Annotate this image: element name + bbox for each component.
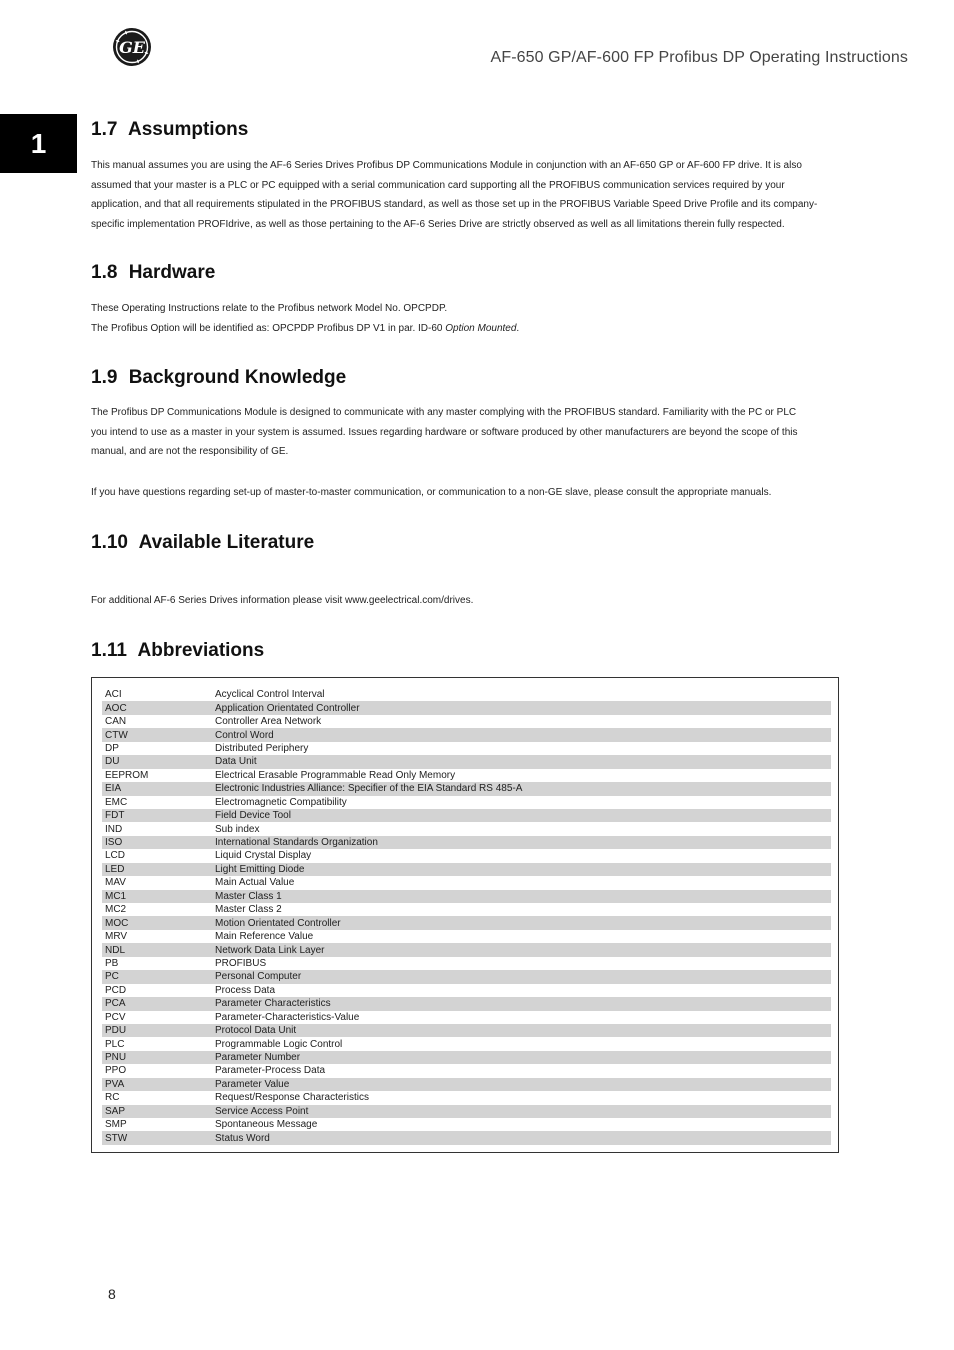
abbreviation-code: EMC: [105, 796, 128, 808]
abbreviation-code: PNU: [105, 1052, 127, 1064]
abbreviation-description: Parameter Value: [215, 1078, 290, 1090]
abbreviation-code: PVA: [105, 1078, 125, 1090]
abbreviation-description: Application Orientated Controller: [215, 702, 360, 714]
table-row: [102, 1024, 831, 1037]
text-run: The Profibus Option will be identified as: OPCPDP Profibus DP V1 in par. ID-60: [91, 322, 446, 334]
abbreviations-list: [102, 688, 831, 1145]
abbreviation-code: MC2: [105, 904, 127, 916]
paragraph-line: assumed that your master is a PLC or PC equipped with a serial communication card supporting all the PROFIBUS communication services required by your: [91, 179, 785, 191]
table-row: [102, 1131, 831, 1144]
abbreviation-code: PCV: [105, 1011, 126, 1023]
table-row: [102, 796, 831, 809]
abbreviation-code: PCD: [105, 984, 127, 996]
heading-hardware: [91, 262, 215, 284]
table-row: [102, 1091, 831, 1104]
paragraph-line: you intend to use as a master in your system is assumed. Issues regarding hardware or software produced by other manufacturers are beyond the scope of this: [91, 426, 798, 438]
abbreviation-description: Protocol Data Unit: [215, 1025, 297, 1037]
paragraph-line: [91, 319, 841, 339]
abbreviation-description: Acyclical Control Interval: [215, 689, 325, 701]
table-row: [102, 849, 831, 862]
section-title: Hardware: [128, 262, 216, 283]
abbreviation-description: Spontaneous Message: [215, 1119, 318, 1131]
table-row: [102, 1037, 831, 1050]
table-row: [102, 701, 831, 714]
table-row: [102, 876, 831, 889]
table-row: [102, 1118, 831, 1131]
abbreviation-code: IND: [105, 823, 123, 835]
table-row: [102, 836, 831, 849]
abbreviation-code: PB: [105, 957, 119, 969]
heading-assumptions: [91, 119, 248, 141]
abbreviation-description: Data Unit: [215, 756, 257, 768]
table-row: [102, 916, 831, 929]
abbreviation-description: Service Access Point: [215, 1105, 309, 1117]
section-number: 1.7: [91, 119, 118, 140]
table-row: [102, 715, 831, 728]
abbreviation-description: Parameter-Characteristics-Value: [215, 1011, 360, 1023]
abbreviation-description: Personal Computer: [215, 971, 302, 983]
table-row: [102, 1105, 831, 1118]
paragraph-line: application, and that all requirements stipulated in the PROFIBUS standard, as well as those set up in the PROFIBUS Variable Speed Drive Profile and its company-: [91, 199, 818, 210]
abbreviation-description: Field Device Tool: [215, 810, 291, 822]
abbreviation-code: STW: [105, 1132, 128, 1144]
table-row: [102, 957, 831, 970]
table-row: [102, 1078, 831, 1091]
literature-paragraph: [91, 591, 841, 611]
table-row: [102, 970, 831, 983]
abbreviation-code: RC: [105, 1092, 120, 1104]
assumptions-paragraph: [91, 156, 841, 234]
abbreviation-description: Process Data: [215, 984, 276, 996]
table-row: [102, 782, 831, 795]
abbreviation-description: Electromagnetic Compatibility: [215, 796, 347, 808]
heading-available-literature: [91, 532, 314, 554]
abbreviation-code: CAN: [105, 716, 127, 728]
abbreviation-description: Liquid Crystal Display: [215, 850, 312, 862]
abbreviation-description: Main Reference Value: [215, 931, 314, 943]
background-paragraph-2: [91, 483, 841, 503]
abbreviation-code: DP: [105, 742, 119, 754]
abbreviation-code: MAV: [105, 877, 126, 889]
abbreviation-code: MOC: [105, 917, 129, 929]
document-title: AF-650 GP/AF-600 FP Profibus DP Operating Instructions: [490, 49, 908, 66]
heading-abbreviations: [91, 640, 264, 662]
table-row: [102, 1051, 831, 1064]
abbreviation-description: Network Data Link Layer: [215, 944, 325, 956]
abbreviation-description: Programmable Logic Control: [215, 1038, 343, 1050]
abbreviations-table: [91, 677, 839, 1153]
abbreviation-code: PPO: [105, 1065, 127, 1077]
abbreviation-description: PROFIBUS: [215, 957, 267, 969]
abbreviation-code: DU: [105, 756, 120, 768]
abbreviation-code: FDT: [105, 810, 125, 822]
abbreviation-description: Master Class 1: [215, 890, 282, 902]
table-row: [102, 688, 831, 701]
abbreviation-description: Parameter-Process Data: [215, 1065, 326, 1077]
abbreviation-code: NDL: [105, 944, 126, 956]
abbreviation-code: ISO: [105, 837, 123, 849]
ge-logo: [112, 27, 152, 67]
section-title: Assumptions: [128, 119, 249, 140]
abbreviation-code: PC: [105, 971, 119, 983]
table-row: [102, 863, 831, 876]
abbreviation-description: Main Actual Value: [215, 877, 295, 889]
section-number: 1.8: [91, 262, 118, 283]
paragraph-line: manual, and are not the responsibility of GE.: [91, 446, 289, 457]
abbreviation-description: Sub index: [215, 823, 260, 835]
abbreviation-code: MC1: [105, 890, 127, 902]
abbreviation-description: Electrical Erasable Programmable Read Only Memory: [215, 769, 456, 781]
paragraph-line: This manual assumes you are using the AF-6 Series Drives Profibus DP Communications Module in conjunction with an AF-650 GP or AF-600 FP drive. It is also: [91, 160, 802, 171]
abbreviation-description: International Standards Organization: [215, 837, 378, 849]
table-row: [102, 809, 831, 822]
section-title: Background Knowledge: [128, 367, 347, 388]
table-row: [102, 728, 831, 741]
abbreviation-description: Electronic Industries Alliance: Specifier of the EIA Standard RS 485-A: [215, 783, 523, 795]
chapter-tab: 1: [0, 114, 77, 173]
abbreviation-code: ACI: [105, 689, 122, 701]
abbreviation-description: Parameter Number: [215, 1052, 301, 1064]
abbreviation-code: AOC: [105, 702, 127, 714]
paragraph-line: The Profibus DP Communications Module is designed to communicate with any master complying with the PROFIBUS standard. Familiarity with the PC or PLC: [91, 407, 797, 418]
abbreviation-description: Master Class 2: [215, 904, 282, 916]
table-row: [102, 984, 831, 997]
text-run: .: [516, 322, 520, 334]
section-number: 1.10: [91, 532, 128, 553]
abbreviation-description: Request/Response Characteristics: [215, 1092, 369, 1104]
abbreviation-code: PDU: [105, 1025, 127, 1037]
abbreviation-code: LCD: [105, 850, 126, 862]
table-row: [102, 943, 831, 956]
abbreviation-code: SMP: [105, 1119, 127, 1131]
abbreviation-code: SAP: [105, 1105, 126, 1117]
table-row: [102, 997, 831, 1010]
paragraph-line: These Operating Instructions relate to the Profibus network Model No. OPCPDP.: [91, 303, 448, 314]
table-row: [102, 769, 831, 782]
table-row: [102, 1064, 831, 1077]
abbreviation-description: Motion Orientated Controller: [215, 917, 341, 929]
abbreviation-code: EEPROM: [105, 769, 149, 781]
table-row: [102, 742, 831, 755]
background-paragraph: [91, 403, 841, 462]
abbreviation-description: Distributed Periphery: [215, 742, 309, 754]
abbreviation-code: CTW: [105, 729, 128, 741]
paragraph-line: specific implementation PROFIdrive, as well as those pertaining to the AF-6 Series Drive are strictly observed as well as all limitations therein fully respected.: [91, 218, 785, 230]
heading-background-knowledge: [91, 367, 346, 389]
page-number: 8: [108, 1286, 116, 1302]
table-row: [102, 755, 831, 768]
section-number: 1.11: [91, 640, 127, 661]
abbreviation-description: Control Word: [215, 729, 274, 741]
abbreviation-code: LED: [105, 863, 125, 875]
abbreviation-code: MRV: [105, 931, 128, 943]
abbreviation-description: Controller Area Network: [215, 716, 322, 728]
section-number: 1.9: [91, 367, 118, 388]
paragraph-line: For additional AF-6 Series Drives information please visit www.geelectrical.com/drives.: [91, 595, 474, 606]
abbreviation-code: PLC: [105, 1038, 125, 1050]
table-row: [102, 930, 831, 943]
table-row: [102, 822, 831, 835]
abbreviation-description: Parameter Characteristics: [215, 998, 331, 1010]
hardware-paragraph: [91, 299, 841, 338]
svg-text:GE: GE: [119, 38, 145, 57]
table-row: [102, 890, 831, 903]
section-title: Abbreviations: [137, 640, 265, 661]
abbreviation-code: PCA: [105, 998, 126, 1010]
paragraph-line: If you have questions regarding set-up of master-to-master communication, or communication to a non-GE slave, please consult the appropriate manuals.: [91, 487, 772, 498]
section-title: Available Literature: [138, 532, 315, 553]
abbreviation-description: Status Word: [215, 1132, 270, 1144]
abbreviation-code: EIA: [105, 783, 122, 795]
table-row: [102, 903, 831, 916]
abbreviation-description: Light Emitting Diode: [215, 863, 305, 875]
parameter-name: Option Mounted: [445, 322, 517, 334]
table-row: [102, 1011, 831, 1024]
